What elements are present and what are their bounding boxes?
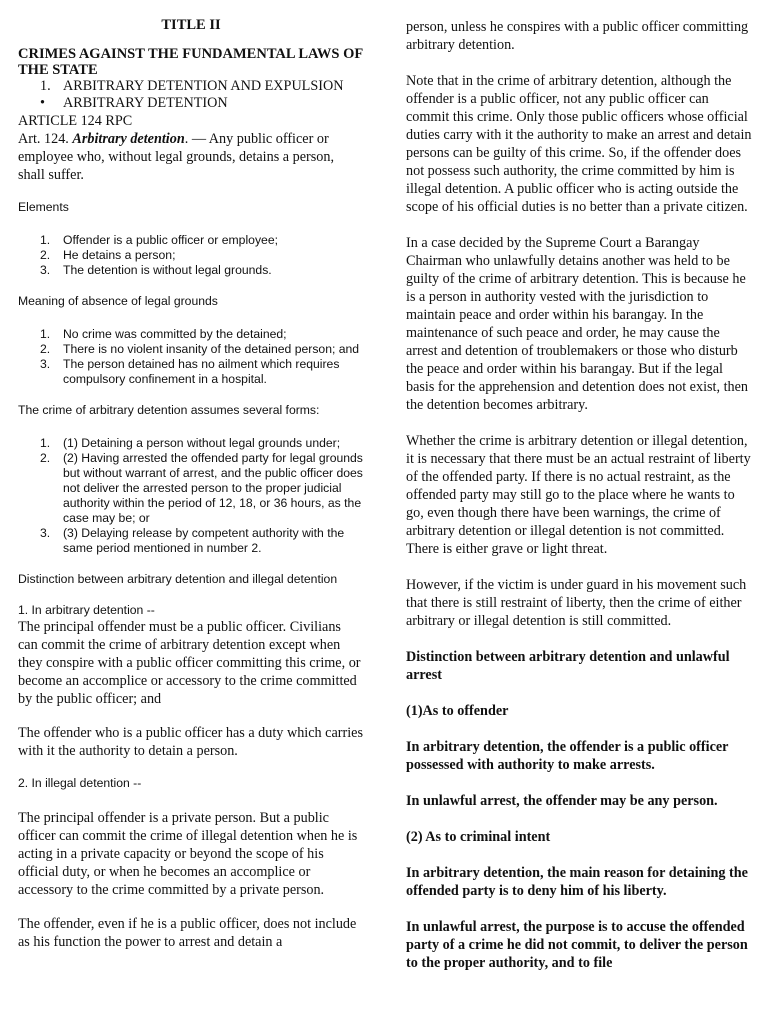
section-heading: CRIMES AGAINST THE FUNDAMENTAL LAWS OF THE STATE — [18, 46, 363, 78]
bold-paragraph: In unlawful arrest, the offender may be any person. — [406, 793, 718, 809]
bold-paragraph: In arbitrary detention, the offender is a public officer possessed with authority to make arrests. — [406, 739, 729, 773]
list-item: 2. There is no violent insanity of the detained person; and — [40, 342, 360, 356]
list-item: 1. (1) Detaining a person without legal grounds under; — [40, 436, 341, 450]
body-paragraph: In a case decided by the Supreme Court a Barangay Chairman who unlawfully detains another was held to be guilty of the crime of arbitrary detention. This is because he is a person in authority vested with the jurisdiction to maintain peace and order within his barangay. In the maintenance of such peace and order, he may cause the arrest and detention of troublemakers or those who disturb the peace and order within his barangay. But if the legal basis for the apprehension and detention does not exist, then the detention becomes arbitrary. — [406, 235, 748, 413]
list-item: 2. He detains a person; — [40, 248, 176, 262]
forms-heading: The crime of arbitrary detention assumes several forms: — [18, 403, 320, 417]
page-title: TITLE II — [161, 17, 221, 33]
article-text: Art. 124. Arbitrary detention. — Any public officer or employee who, without legal grounds, detains a person, shall suffer. — [18, 131, 334, 183]
article-number: ARTICLE 124 RPC — [18, 113, 133, 129]
absence-heading: Meaning of absence of legal grounds — [18, 294, 218, 308]
list-item: 1. ARBITRARY DETENTION AND EXPULSION — [40, 78, 344, 94]
arbitrary-paragraph: The offender who is a public officer has a duty which carries with it the authority to detain a person. — [18, 725, 363, 759]
distinction-heading: Distinction between arbitrary detention and unlawful arrest — [406, 649, 730, 683]
forms-list — [18, 436, 364, 556]
outline-list — [18, 78, 364, 112]
bold-paragraph: In arbitrary detention, the main reason for detaining the offended party is to deny him of his liberty. — [406, 865, 748, 899]
illegal-label: 2. In illegal detention -- — [18, 776, 142, 790]
right-column — [406, 18, 752, 972]
absence-list — [18, 327, 364, 387]
illegal-paragraph: The offender, even if he is a public officer, does not include as his function the power to arrest and detain a — [18, 916, 357, 950]
left-column — [18, 16, 364, 951]
list-item: 3. The detention is without legal grounds. — [40, 263, 272, 277]
subheading: (1)As to offender — [406, 703, 509, 719]
body-paragraph: However, if the victim is under guard in his movement such that there is still restraint of liberty, then the crime of either arbitrary or illegal detention is still committed. — [406, 577, 747, 629]
list-item: • ARBITRARY DETENTION — [40, 95, 228, 111]
arbitrary-paragraph: The principal offender must be a public officer. Civilians can commit the crime of arbitrary detention except when they conspire with a public officer committing this crime, or become an accomplice or accessory to the crime committed by the public officer; and — [18, 619, 361, 707]
distinction-heading: Distinction between arbitrary detention and illegal detention — [18, 572, 338, 586]
list-item: 3. The person detained has no ailment which requires compulsory confinement in a hospital. — [40, 357, 340, 386]
illegal-paragraph: The principal offender is a private person. But a public officer can commit the crime of illegal detention when he is acting in a private capacity or beyond the scope of his official duty, or when he becomes an accomplice or accessory to the crime committed by a private person. — [18, 810, 358, 898]
elements-list — [18, 233, 364, 278]
list-item: 1. No crime was committed by the detained; — [40, 327, 287, 341]
elements-heading: Elements — [18, 200, 69, 214]
arbitrary-label: 1. In arbitrary detention -- — [18, 603, 155, 617]
body-paragraph: Note that in the crime of arbitrary detention, although the offender is a public officer, not any public officer can commit this crime. Only those public officers whose official duties carry with it the authority to make an arrest and detain persons can be guilty of this crime. So, if the offender does not possess such authority, the crime committed by him is illegal detention. A public officer who is acting outside the scope of his official duties is no better than a private citizen. — [406, 73, 752, 215]
bold-paragraph: In unlawful arrest, the purpose is to accuse the offended party of a crime he did not commit, to deliver the person to the proper authority, and to file — [406, 919, 748, 971]
subheading: (2) As to criminal intent — [406, 829, 551, 845]
list-item: 3. (3) Delaying release by competent authority with the same period mentioned in number 2. — [40, 526, 345, 555]
list-item: 1. Offender is a public officer or employee; — [40, 233, 278, 247]
body-paragraph: Whether the crime is arbitrary detention or illegal detention, it is necessary that there must be an actual restraint of liberty of the offended party. If there is no actual restraint, as the offended party may still go to the place where he wants to go, even though there have been warnings, the crime of arbitrary detention or illegal detention is not committed. There is either grave or light threat. — [406, 433, 751, 557]
list-item: 2. (2) Having arrested the offended party for legal grounds but without warrant of arrest, and the public officer does not deliver the arrested person to the proper judicial authority within the period of 12, 18, or 36 hours, as the case may be; or — [40, 451, 363, 525]
body-paragraph: person, unless he conspires with a public officer committing arbitrary detention. — [406, 19, 749, 53]
